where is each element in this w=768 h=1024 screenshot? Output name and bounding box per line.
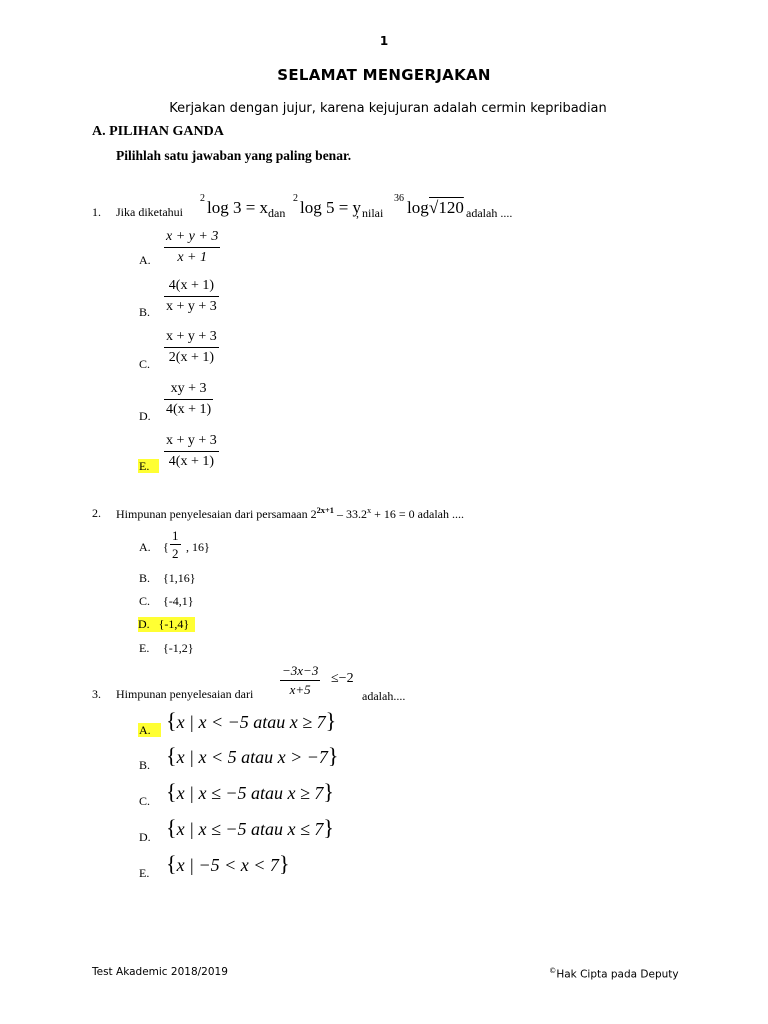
option-e-fraction[interactable]: [164, 432, 219, 471]
option-d-set[interactable]: {x | x ≤ −5 atau x ≤ 7}: [166, 815, 334, 840]
option-a-set[interactable]: {x | x < −5 atau x ≥ 7}: [166, 708, 337, 733]
page-number: 1: [379, 34, 389, 48]
option-a-rest: , 16}: [186, 540, 210, 554]
option-c-value[interactable]: {-4,1}: [163, 594, 194, 608]
log-base: 2: [200, 193, 205, 204]
option-label: C.: [139, 794, 151, 808]
numerator: −3x−3: [282, 663, 319, 678]
option-label-highlighted: [138, 723, 161, 738]
fraction-bar: [164, 399, 213, 400]
footer-left: Test Akademic 2018/2019: [92, 966, 228, 978]
option-label-highlighted: [138, 459, 159, 474]
question-number: 2.: [92, 506, 101, 520]
option-d-highlighted[interactable]: D. {-1,4}: [138, 617, 195, 632]
page-subtitle: Kerjakan dengan jujur, karena kejujuran adalah cermin kepribadian: [169, 101, 607, 116]
question-number: 3.: [92, 687, 101, 701]
denominator: 2: [172, 546, 179, 561]
option-label: A.: [139, 253, 151, 267]
denominator: 4(x + 1): [166, 402, 212, 417]
option-a-open: {: [163, 540, 169, 554]
sqrt-expression: √120: [429, 198, 464, 217]
denominator: 2(x + 1): [168, 350, 215, 365]
numerator: 1: [172, 528, 179, 543]
log-expression: log 3 = x: [207, 198, 269, 217]
log-base: 36: [394, 193, 404, 204]
option-e-value[interactable]: {-1,2}: [163, 641, 194, 655]
answer-highlight: A.: [138, 723, 161, 737]
log-base: 2: [293, 193, 298, 204]
numerator: x + y + 3: [166, 229, 219, 244]
fraction-bar: [164, 247, 220, 248]
denominator: x + 1: [177, 250, 207, 265]
connector-text: dan: [268, 206, 286, 220]
copyright-symbol: ©: [549, 966, 557, 975]
option-b-fraction[interactable]: [164, 277, 219, 316]
inequality-sign: ≤−2: [331, 671, 354, 686]
fraction-bar: [170, 544, 181, 545]
fraction-bar: [164, 347, 219, 348]
option-label: C.: [139, 357, 151, 371]
log-expression: log: [407, 198, 429, 217]
denominator: x + y + 3: [166, 299, 217, 314]
option-d-fraction[interactable]: [164, 380, 213, 419]
option-a-fraction[interactable]: [170, 528, 181, 561]
numerator: xy + 3: [170, 381, 207, 396]
option-label: E.: [139, 641, 150, 655]
answer-highlight: E.: [138, 459, 159, 473]
option-label: B.: [139, 571, 151, 585]
question-text: Jika diketahui: [116, 205, 183, 219]
option-c-set[interactable]: {x | x ≤ −5 atau x ≥ 7}: [166, 779, 334, 804]
instruction-text: Pilihlah satu jawaban yang paling benar.: [116, 148, 352, 163]
question-text: adalah ....: [466, 206, 513, 220]
option-a-fraction[interactable]: [164, 228, 220, 267]
option-label: E.: [139, 866, 150, 880]
option-label: A.: [139, 540, 151, 554]
option-label: D.: [139, 830, 151, 844]
numerator: x + y + 3: [166, 433, 217, 448]
option-label: C.: [139, 594, 151, 608]
question-number: 1.: [92, 205, 101, 219]
footer-right-text: Hak Cipta pada Deputy: [556, 968, 679, 981]
section-heading: A. PILIHAN GANDA: [92, 124, 224, 139]
connector-text: , nilai: [356, 206, 384, 220]
option-label: B.: [139, 758, 151, 772]
fraction-bar: [164, 451, 219, 452]
denominator: 4(x + 1): [168, 454, 215, 469]
fraction-bar: [280, 680, 320, 681]
denominator: x+5: [289, 682, 311, 697]
question-text: Himpunan penyelesaian dari: [116, 687, 254, 701]
log-expression: log 5 = y: [300, 198, 362, 217]
page-title: SELAMAT MENGERJAKAN: [277, 66, 491, 84]
numerator: x + y + 3: [166, 329, 217, 344]
option-label: B.: [139, 305, 151, 319]
option-c-fraction[interactable]: [164, 328, 219, 367]
footer-right: [549, 966, 679, 981]
option-e-set[interactable]: {x | −5 < x < 7}: [166, 851, 290, 876]
numerator: 4(x + 1): [168, 278, 215, 293]
fraction-bar: [164, 296, 219, 297]
question-text: Himpunan penyelesaian dari persamaan $2^{2x+1} - 33.2^x + 16 = 0$ adalah ....: [116, 506, 464, 521]
option-label: D.: [139, 409, 151, 423]
inequality-fraction: [280, 663, 320, 698]
question-text: adalah....: [362, 689, 406, 703]
option-b-value[interactable]: {1,16}: [163, 571, 196, 585]
option-b-set[interactable]: {x | x < 5 atau x > −7}: [166, 743, 339, 768]
